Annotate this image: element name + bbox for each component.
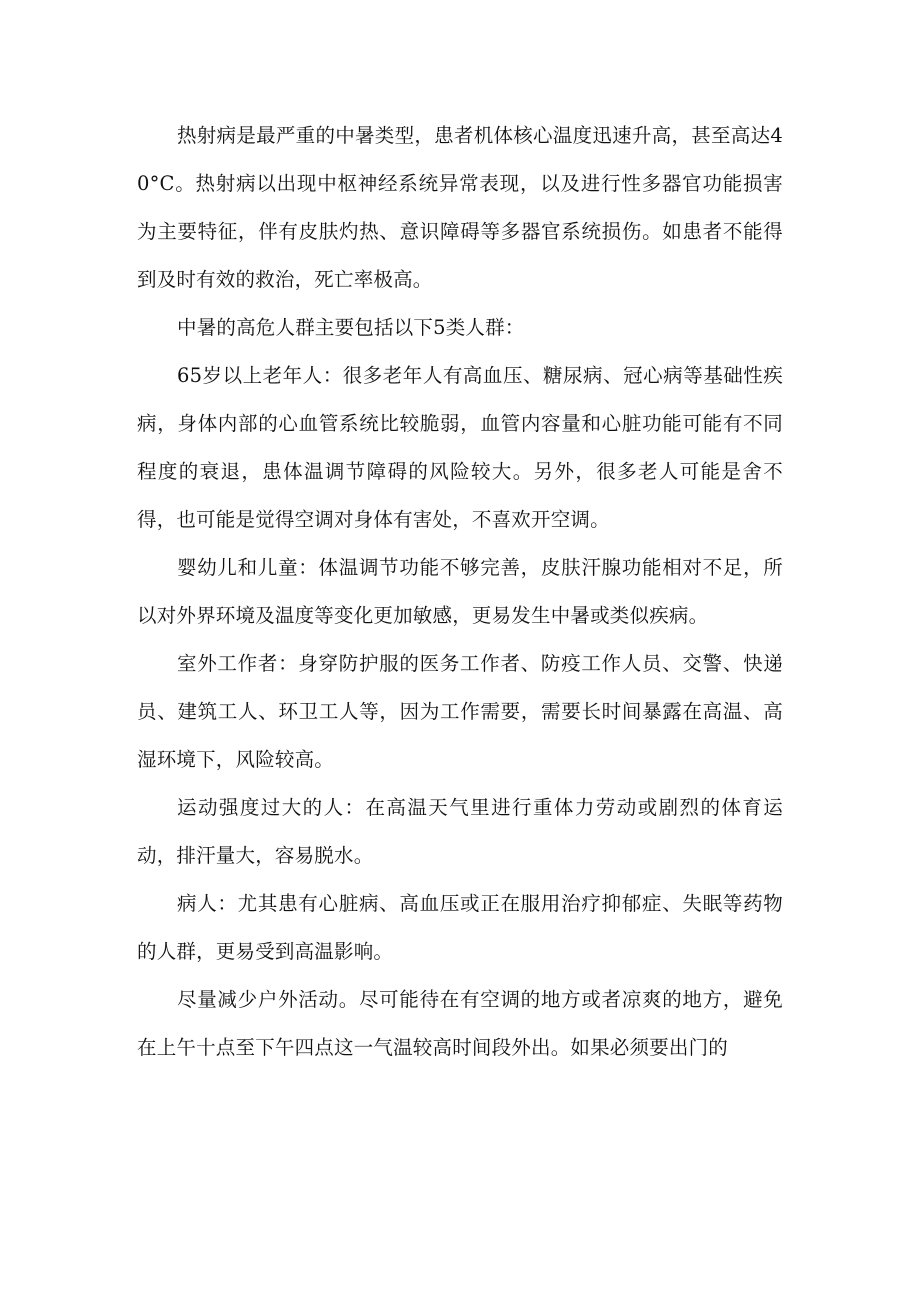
paragraph-high-risk-intro: 中暑的高危人群主要包括以下5类人群： bbox=[177, 316, 525, 339]
paragraph-elderly: 65岁以上老年人：很多老年人有高血压、糖尿病、冠心病等基础性疾病，身体内部的心血管系统比较脆弱，血管内容量和心脏功能可能有不同程度的衰退，患体温调节障碍的风险较大。另外，很多老人可能是舍不得，也可能是觉得空调对身体有害处，不喜欢开空调。 bbox=[137, 364, 783, 531]
paragraph-heatstroke-definition: 热射病是最严重的中暑类型，患者机体核心温度迅速升高，甚至高达40°C。热射病以出现中枢神经系统异常表现，以及进行性多器官功能损害为主要特征，伴有皮肤灼热、意识障碍等多器官系统损伤。如患者不能得到及时有效的救治，死亡率极高。 bbox=[137, 124, 783, 291]
document-body bbox=[137, 112, 783, 1072]
paragraph-infants-children: 婴幼儿和儿童：体温调节功能不够完善，皮肤汗腺功能相对不足，所以对外界环境及温度等变化更加敏感，更易发生中暑或类似疾病。 bbox=[137, 556, 783, 627]
paragraph-outdoor-workers: 室外工作者：身穿防护服的医务工作者、防疫工作人员、交警、快递员、建筑工人、环卫工人等，因为工作需要，需要长时间暴露在高温、高湿环境下，风险较高。 bbox=[137, 652, 783, 771]
paragraph-high-intensity-exercise: 运动强度过大的人：在高温天气里进行重体力劳动或剧烈的体育运动，排汗量大，容易脱水。 bbox=[137, 796, 783, 867]
paragraph-patients: 病人：尤其患有心脏病、高血压或正在服用治疗抑郁症、失眠等药物的人群，更易受到高温影响。 bbox=[137, 892, 783, 963]
paragraph-reduce-outdoor-activity: 尽量减少户外活动。尽可能待在有空调的地方或者凉爽的地方，避免在上午十点至下午四点这一气温较高时间段外出。如果必须要出门的 bbox=[137, 988, 783, 1059]
